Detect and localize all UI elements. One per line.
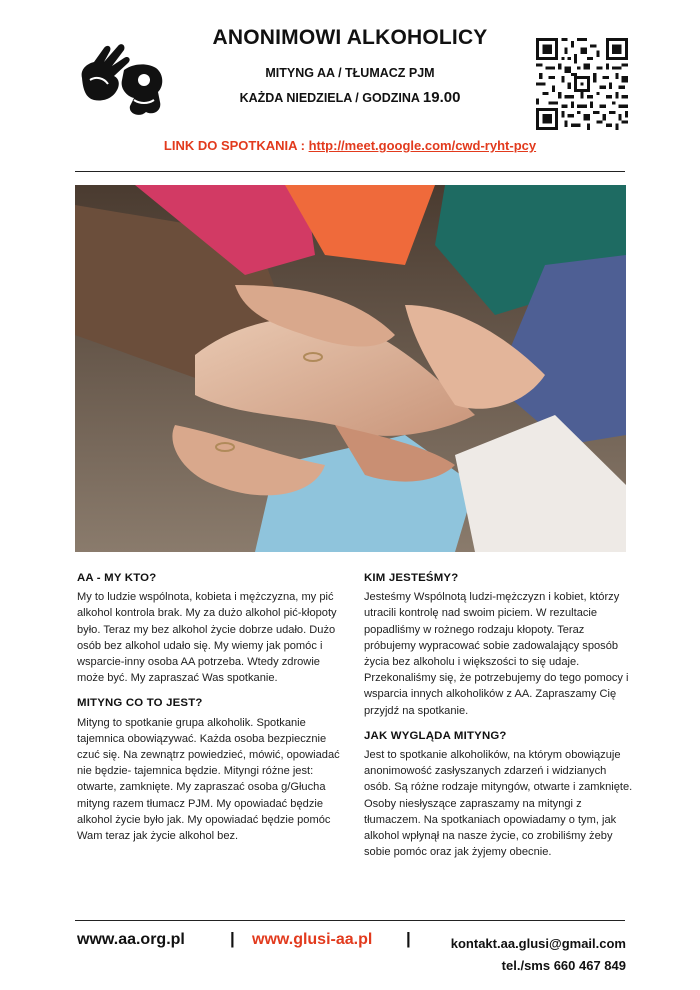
meeting-link-label: LINK DO SPOTKANIA :: [163, 138, 309, 153]
qr-code-icon[interactable]: [536, 38, 628, 130]
hands-together-photo: [75, 185, 626, 552]
footer-link-aa[interactable]: www.aa.org.pl: [77, 931, 185, 948]
footer-separator: |: [406, 929, 411, 948]
footer-email[interactable]: kontakt.aa.glusi@gmail.com: [450, 936, 626, 951]
schedule-time: 19.00: [422, 89, 461, 106]
footer-link-glusi[interactable]: www.glusi-aa.pl: [252, 931, 373, 948]
section-title-kim-jestesmy: KIM JESTEŚMY?: [364, 572, 459, 584]
section-text-aa-my-kto: My to ludzie wspólnota, kobieta i mężczyzna, my pić alkohol kontrola brak. My za dużo alkohol pić-kłopoty było. Teraz my bez alkohol życie dobrze udało. Dużo osób bez alkohol udało się. My wiemy jak pomóc i wsparcie-inny osoba AA potrzeba. Wtedy zdrowie może być. My zapraszać Was spotkanie.: [77, 591, 337, 685]
section-text-jak-wyglada-mityng: Jest to spotkanie alkoholików, na którym obowiązuje anonimowość zasłyszanych zdarzeń i widzianych osób. Są różne rodzaje mityngów, otwarte i zamknięte. Osoby niesłyszące zapraszamy na mityngi z tłumaczem. Na spotkaniach opowiadamy o tym, jak alkohol wpłynął na nasze życie, co zrobiliśmy żeby sobie pomóc oraz jak żyjemy obecnie.: [364, 749, 633, 859]
divider-bottom: [75, 920, 625, 921]
section-title-aa-my-kto: AA - MY KTO?: [77, 572, 157, 584]
footer-separator: |: [230, 929, 235, 948]
footer-contact: [430, 933, 626, 977]
divider-top: [75, 171, 625, 172]
page-title: ANONIMOWI ALKOHOLICY: [212, 26, 488, 49]
section-text-kim-jestesmy: Jesteśmy Wspólnotą ludzi-mężczyzn i kobiet, którzy utracili kontrolę nad swoim piciem. W rezultacie popadliśmy w rożnego rodzaju kłopoty. Teraz próbujemy wypracować sobie zadowalający sposób życia bez alkoholu i większości to się udaje. Przekonaliśmy się, że potrzebujemy do tego pomocy i wsparcia innych alkoholików z AA. Zapraszamy Cię przyjdź na spotkanie.: [364, 591, 629, 717]
sign-language-hands-icon: [74, 40, 166, 120]
meeting-subtitle: MITYNG AA / TŁUMACZ PJM: [265, 66, 435, 80]
section-text-mityng-co-to-jest: Mityng to spotkanie grupa alkoholik. Spotkanie tajemnica obowiązywać. Każda osoba bezpiecznie czuć się. Na zewnątrz powiedzieć, mówić, opowiadać nie będzie- tajemnica będzie. Mityngi różne jest: otwarte, zamknięte. My zapraszać osoba g/Głucha mityng razem tłumacz PJM. My opowiadać będzie alkohol życie było jak. My opowiadać będzie pomóc Wam teraz jak życie alkohol bez.: [77, 716, 340, 843]
left-column: [77, 570, 347, 853]
footer-phone: tel./sms 660 467 849: [501, 958, 626, 973]
section-title-mityng-co-to-jest: MITYNG CO TO JEST?: [77, 697, 203, 710]
meeting-link[interactable]: http://meet.google.com/cwd-ryht-pcy: [308, 138, 537, 153]
right-column: [364, 570, 634, 869]
meeting-link-line: [0, 138, 700, 153]
schedule-prefix: KAŻDA NIEDZIELA / GODZINA: [239, 91, 423, 105]
section-title-jak-wyglada-mityng: JAK WYGLĄDA MITYNG?: [364, 729, 507, 742]
